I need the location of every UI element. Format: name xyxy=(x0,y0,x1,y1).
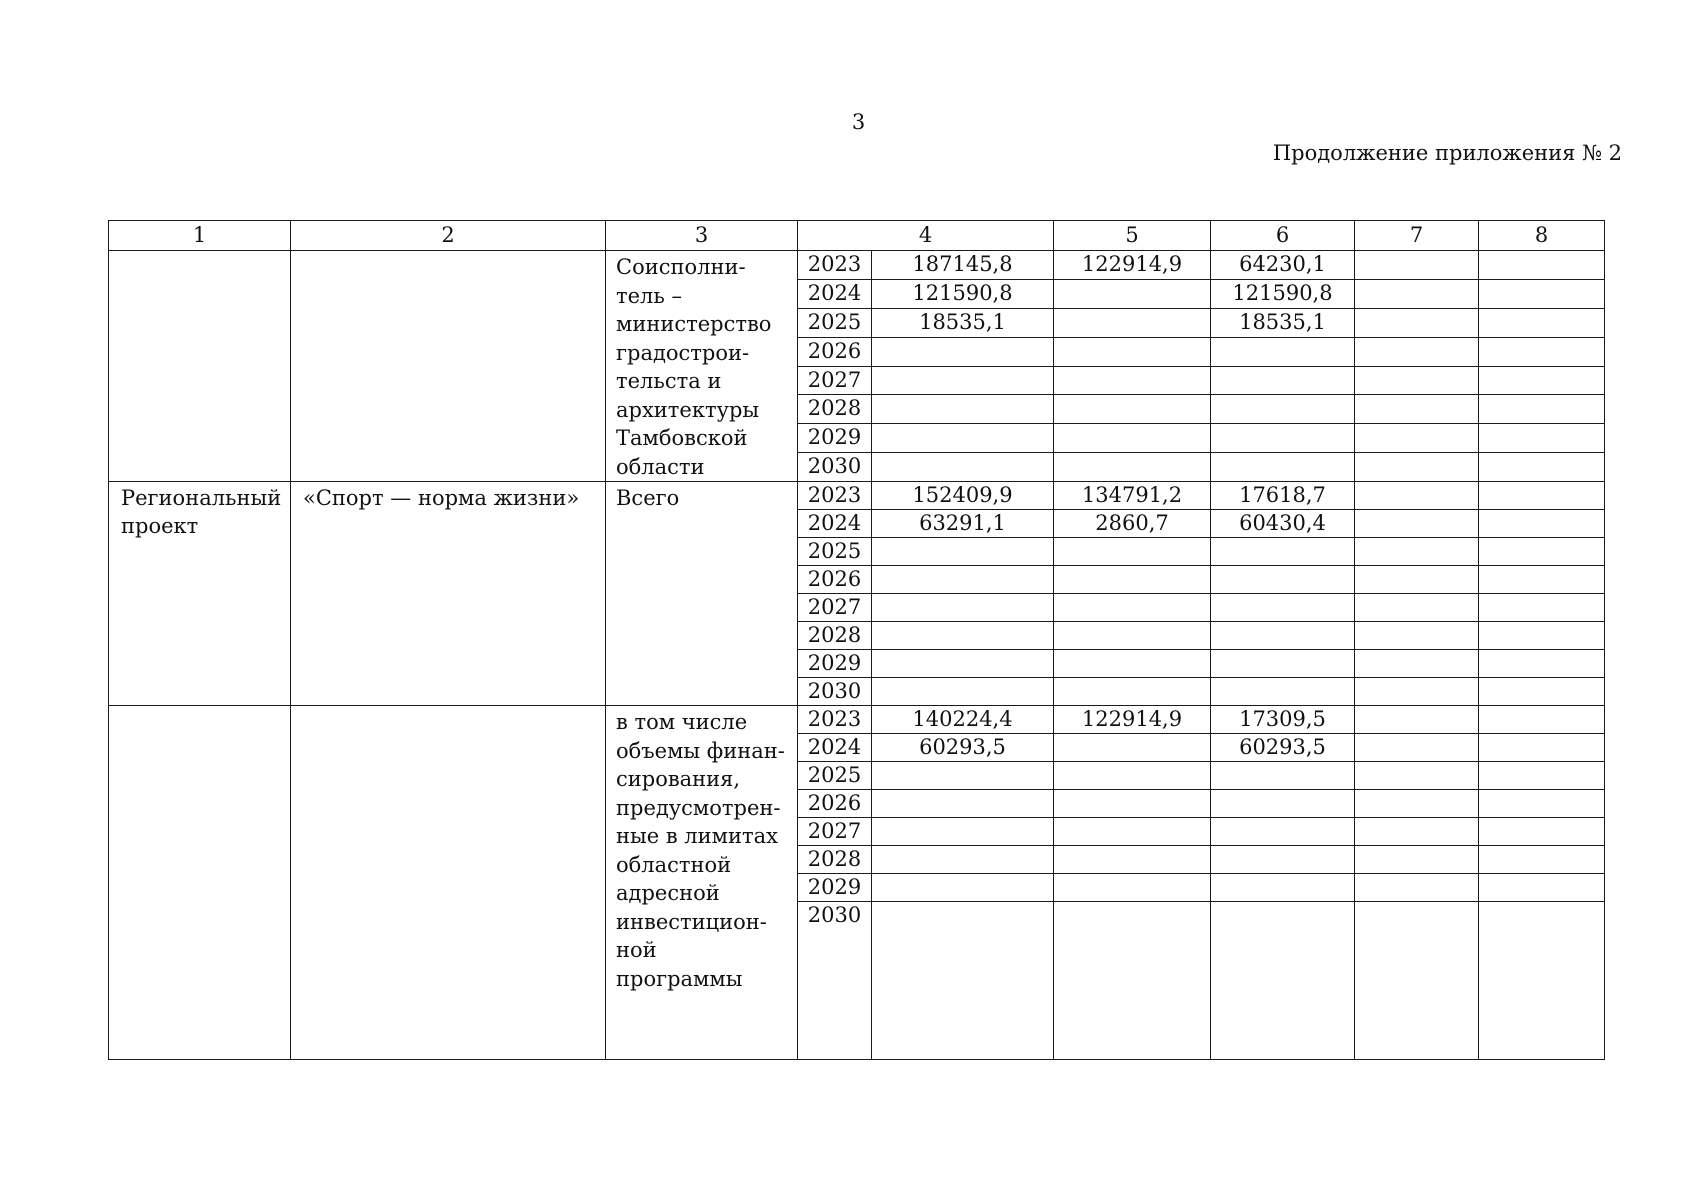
amount-cell-c5 xyxy=(1054,538,1211,566)
amount-cell-c5 xyxy=(1054,622,1211,650)
row-description-cell: Всего xyxy=(606,482,798,706)
year-cell: 2029 xyxy=(798,650,872,678)
amount-cell-c4 xyxy=(872,622,1054,650)
amount-cell-c6: 17618,7 xyxy=(1211,482,1355,510)
amount-cell-c6 xyxy=(1211,650,1355,678)
amount-cell-c8 xyxy=(1479,818,1605,846)
amount-cell-c5 xyxy=(1054,395,1211,424)
amount-cell-c8 xyxy=(1479,846,1605,874)
amount-cell-c6 xyxy=(1211,538,1355,566)
amount-cell-c4: 63291,1 xyxy=(872,510,1054,538)
amount-cell-c8 xyxy=(1479,762,1605,790)
amount-cell-c8 xyxy=(1479,566,1605,594)
amount-cell-c7 xyxy=(1355,251,1479,280)
amount-cell-c8 xyxy=(1479,622,1605,650)
amount-cell-c7 xyxy=(1355,510,1479,538)
amount-cell-c8 xyxy=(1479,650,1605,678)
amount-cell-c7 xyxy=(1355,337,1479,366)
amount-cell-c5 xyxy=(1054,790,1211,818)
amount-cell-c5: 122914,9 xyxy=(1054,251,1211,280)
amount-cell-c5 xyxy=(1054,734,1211,762)
year-cell: 2025 xyxy=(798,538,872,566)
row-name-cell: «Спорт — норма жизни» xyxy=(291,482,606,706)
page-number: 3 xyxy=(851,110,866,134)
header-col-7: 7 xyxy=(1355,221,1479,251)
amount-cell-c6: 64230,1 xyxy=(1211,251,1355,280)
amount-cell-c8 xyxy=(1479,279,1605,308)
amount-cell-c5 xyxy=(1054,874,1211,902)
amount-cell-c5: 2860,7 xyxy=(1054,510,1211,538)
row-type-cell xyxy=(109,251,291,482)
amount-cell-c4: 140224,4 xyxy=(872,706,1054,734)
amount-cell-c5 xyxy=(1054,566,1211,594)
amount-cell-c7 xyxy=(1355,846,1479,874)
table-row xyxy=(109,251,1605,280)
row-type-cell: Региональный проект xyxy=(109,482,291,706)
amount-cell-c7 xyxy=(1355,818,1479,846)
amount-cell-c6: 121590,8 xyxy=(1211,279,1355,308)
amount-cell-c4: 18535,1 xyxy=(872,308,1054,337)
year-cell: 2028 xyxy=(798,846,872,874)
amount-cell-c8 xyxy=(1479,453,1605,482)
year-cell: 2027 xyxy=(798,594,872,622)
amount-cell-c5 xyxy=(1054,650,1211,678)
amount-cell-c6: 60430,4 xyxy=(1211,510,1355,538)
amount-cell-c6: 18535,1 xyxy=(1211,308,1355,337)
year-cell: 2026 xyxy=(798,337,872,366)
continuation-label: Продолжение приложения № 2 xyxy=(1272,141,1622,165)
amount-cell-c7 xyxy=(1355,395,1479,424)
row-name-cell xyxy=(291,251,606,482)
amount-cell-c8 xyxy=(1479,734,1605,762)
amount-cell-c8 xyxy=(1479,538,1605,566)
amount-cell-c8 xyxy=(1479,902,1605,1060)
amount-cell-c4: 60293,5 xyxy=(872,734,1054,762)
amount-cell-c8 xyxy=(1479,424,1605,453)
amount-cell-c5 xyxy=(1054,366,1211,395)
amount-cell-c5 xyxy=(1054,279,1211,308)
row-name-cell xyxy=(291,706,606,1060)
amount-cell-c7 xyxy=(1355,790,1479,818)
amount-cell-c7 xyxy=(1355,902,1479,1060)
amount-cell-c8 xyxy=(1479,594,1605,622)
amount-cell-c4 xyxy=(872,366,1054,395)
amount-cell-c5 xyxy=(1054,594,1211,622)
year-cell: 2029 xyxy=(798,424,872,453)
amount-cell-c7 xyxy=(1355,279,1479,308)
header-col-4: 4 xyxy=(798,221,1054,251)
amount-cell-c7 xyxy=(1355,706,1479,734)
amount-cell-c6 xyxy=(1211,337,1355,366)
amount-cell-c6 xyxy=(1211,594,1355,622)
amount-cell-c6: 17309,5 xyxy=(1211,706,1355,734)
amount-cell-c7 xyxy=(1355,566,1479,594)
amount-cell-c4 xyxy=(872,424,1054,453)
amount-cell-c5 xyxy=(1054,902,1211,1060)
amount-cell-c5 xyxy=(1054,424,1211,453)
amount-cell-c8 xyxy=(1479,366,1605,395)
amount-cell-c4 xyxy=(872,762,1054,790)
amount-cell-c7 xyxy=(1355,678,1479,706)
amount-cell-c5 xyxy=(1054,453,1211,482)
header-col-5: 5 xyxy=(1054,221,1211,251)
amount-cell-c5 xyxy=(1054,818,1211,846)
amount-cell-c7 xyxy=(1355,594,1479,622)
amount-cell-c8 xyxy=(1479,790,1605,818)
amount-cell-c6 xyxy=(1211,902,1355,1060)
amount-cell-c6 xyxy=(1211,846,1355,874)
amount-cell-c4 xyxy=(872,650,1054,678)
amount-cell-c5 xyxy=(1054,762,1211,790)
amount-cell-c6 xyxy=(1211,678,1355,706)
amount-cell-c8 xyxy=(1479,678,1605,706)
year-cell: 2030 xyxy=(798,678,872,706)
year-cell: 2025 xyxy=(798,308,872,337)
amount-cell-c6 xyxy=(1211,762,1355,790)
amount-cell-c4 xyxy=(872,395,1054,424)
row-description-cell: в том числе объемы финан- сирования, предусмотрен- ные в лимитах областной адресной инвестицион- ной программы xyxy=(606,706,798,1060)
year-cell: 2025 xyxy=(798,762,872,790)
amount-cell-c4 xyxy=(872,790,1054,818)
amount-cell-c5 xyxy=(1054,308,1211,337)
amount-cell-c8 xyxy=(1479,308,1605,337)
amount-cell-c5 xyxy=(1054,337,1211,366)
year-cell: 2023 xyxy=(798,482,872,510)
row-description-cell: Соисполни- тель – министерство градострои- тельста и архитектуры Тамбовской области xyxy=(606,251,798,482)
year-cell: 2030 xyxy=(798,902,872,1060)
year-cell: 2029 xyxy=(798,874,872,902)
year-cell: 2023 xyxy=(798,706,872,734)
year-cell: 2028 xyxy=(798,395,872,424)
amount-cell-c6 xyxy=(1211,790,1355,818)
amount-cell-c5 xyxy=(1054,846,1211,874)
header-col-6: 6 xyxy=(1211,221,1355,251)
header-col-1: 1 xyxy=(109,221,291,251)
amount-cell-c6 xyxy=(1211,366,1355,395)
amount-cell-c4 xyxy=(872,538,1054,566)
amount-cell-c4 xyxy=(872,337,1054,366)
amount-cell-c4 xyxy=(872,594,1054,622)
amount-cell-c4 xyxy=(872,818,1054,846)
amount-cell-c7 xyxy=(1355,762,1479,790)
amount-cell-c8 xyxy=(1479,510,1605,538)
financing-table xyxy=(108,220,1605,1060)
amount-cell-c5 xyxy=(1054,678,1211,706)
amount-cell-c6 xyxy=(1211,566,1355,594)
amount-cell-c4 xyxy=(872,678,1054,706)
header-row xyxy=(109,221,1605,251)
amount-cell-c8 xyxy=(1479,251,1605,280)
header-col-3: 3 xyxy=(606,221,798,251)
amount-cell-c4: 152409,9 xyxy=(872,482,1054,510)
amount-cell-c7 xyxy=(1355,424,1479,453)
amount-cell-c7 xyxy=(1355,482,1479,510)
amount-cell-c4 xyxy=(872,902,1054,1060)
amount-cell-c8 xyxy=(1479,395,1605,424)
amount-cell-c7 xyxy=(1355,453,1479,482)
header-col-8: 8 xyxy=(1479,221,1605,251)
amount-cell-c8 xyxy=(1479,482,1605,510)
amount-cell-c6 xyxy=(1211,874,1355,902)
amount-cell-c4 xyxy=(872,874,1054,902)
amount-cell-c4 xyxy=(872,453,1054,482)
amount-cell-c7 xyxy=(1355,734,1479,762)
year-cell: 2023 xyxy=(798,251,872,280)
year-cell: 2030 xyxy=(798,453,872,482)
amount-cell-c7 xyxy=(1355,874,1479,902)
amount-cell-c8 xyxy=(1479,706,1605,734)
table-row xyxy=(109,482,1605,510)
table-row xyxy=(109,706,1605,734)
header-col-2: 2 xyxy=(291,221,606,251)
amount-cell-c7 xyxy=(1355,650,1479,678)
row-type-cell xyxy=(109,706,291,1060)
amount-cell-c7 xyxy=(1355,538,1479,566)
amount-cell-c6 xyxy=(1211,622,1355,650)
year-cell: 2026 xyxy=(798,790,872,818)
year-cell: 2024 xyxy=(798,510,872,538)
amount-cell-c5: 134791,2 xyxy=(1054,482,1211,510)
amount-cell-c4 xyxy=(872,846,1054,874)
amount-cell-c5: 122914,9 xyxy=(1054,706,1211,734)
amount-cell-c6 xyxy=(1211,395,1355,424)
amount-cell-c6 xyxy=(1211,453,1355,482)
amount-cell-c8 xyxy=(1479,874,1605,902)
amount-cell-c6: 60293,5 xyxy=(1211,734,1355,762)
year-cell: 2027 xyxy=(798,366,872,395)
amount-cell-c7 xyxy=(1355,366,1479,395)
amount-cell-c7 xyxy=(1355,308,1479,337)
amount-cell-c7 xyxy=(1355,622,1479,650)
year-cell: 2024 xyxy=(798,279,872,308)
year-cell: 2027 xyxy=(798,818,872,846)
amount-cell-c8 xyxy=(1479,337,1605,366)
amount-cell-c4 xyxy=(872,566,1054,594)
year-cell: 2026 xyxy=(798,566,872,594)
amount-cell-c4: 121590,8 xyxy=(872,279,1054,308)
amount-cell-c4: 187145,8 xyxy=(872,251,1054,280)
year-cell: 2028 xyxy=(798,622,872,650)
amount-cell-c6 xyxy=(1211,818,1355,846)
amount-cell-c6 xyxy=(1211,424,1355,453)
year-cell: 2024 xyxy=(798,734,872,762)
